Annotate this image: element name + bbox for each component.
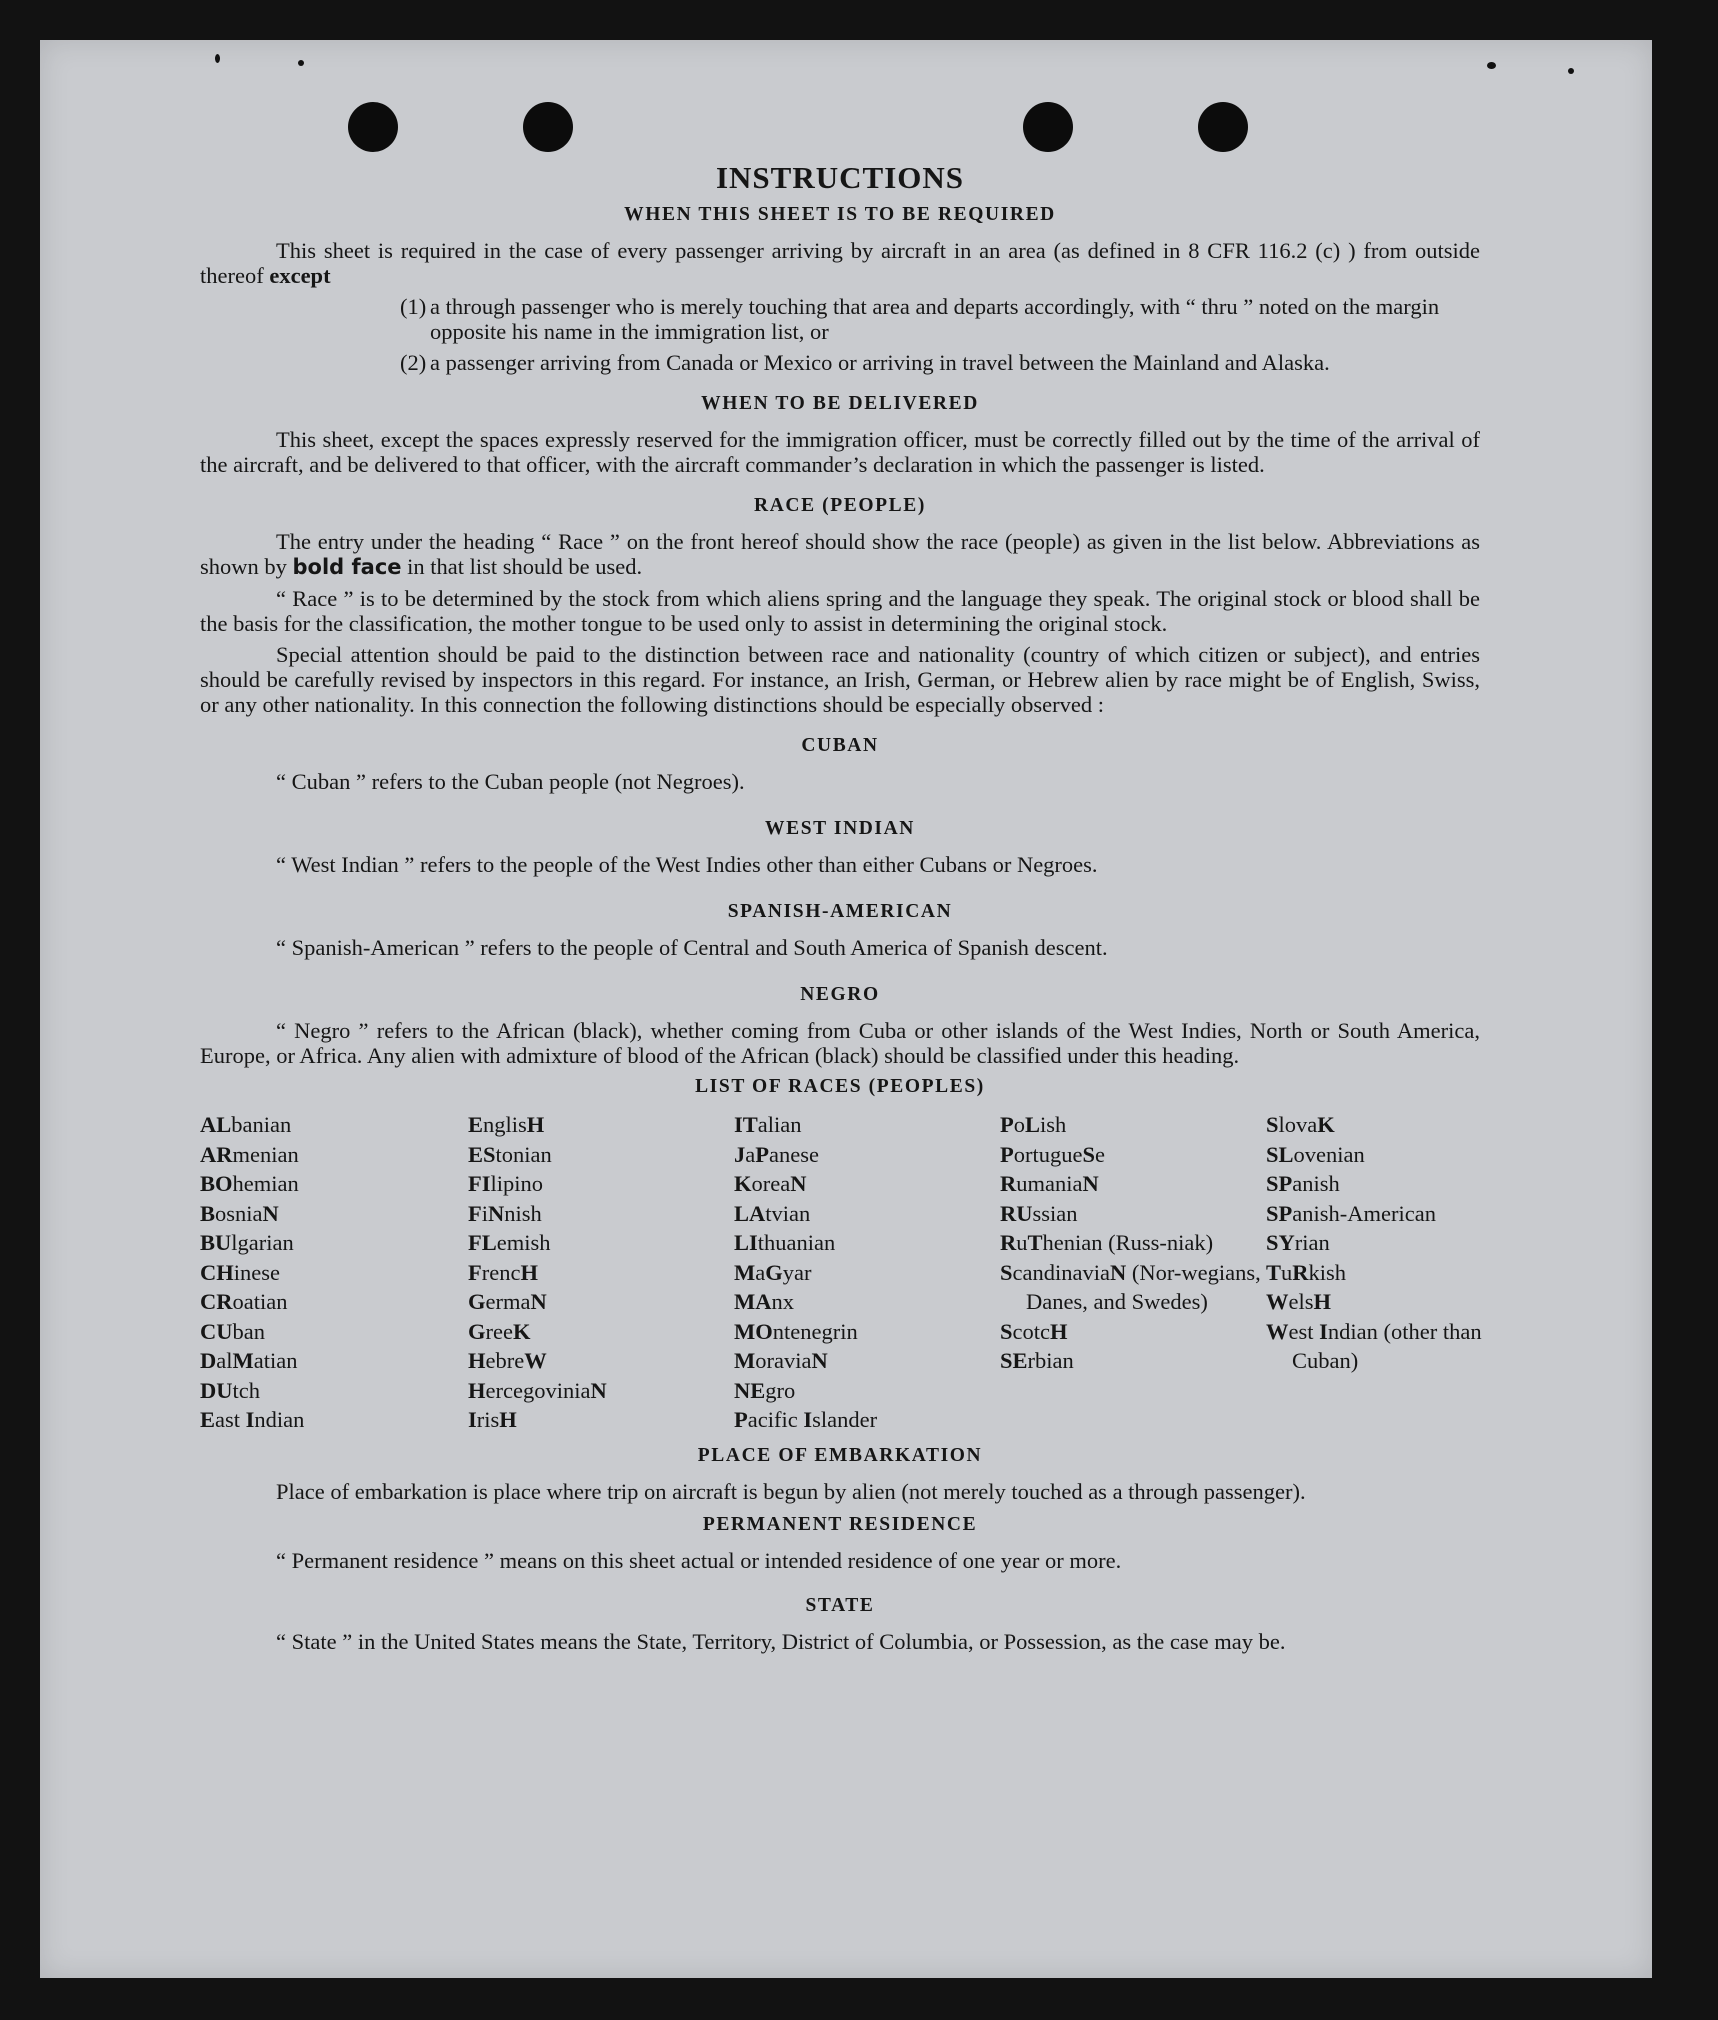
race-entry: CUban xyxy=(200,1318,265,1344)
heading-embarkation: PLACE OF EMBARKATION xyxy=(697,1444,983,1466)
when-required-intro: This sheet is required in the case of every passenger arriving by aircraft in an area (as defined in 8 CFR 116.2 (c) ) from outside thereof except xyxy=(200,238,1480,288)
race-entry: PoLish xyxy=(1000,1112,1067,1137)
race-entry: EStonian xyxy=(468,1141,552,1167)
race-entry: CRoatian xyxy=(200,1289,288,1314)
race-entry: West Indian (other than Cuban) xyxy=(1266,1318,1482,1373)
race-entry: MOntenegrin xyxy=(734,1318,858,1344)
cuban-text: “ Cuban ” refers to the Cuban people (not Negroes). xyxy=(276,769,745,794)
race-entry: ARmenian xyxy=(200,1141,299,1167)
heading-cuban: CUBAN xyxy=(801,735,879,756)
race-entry: ScandinaviaN (Nor-wegians, Danes, and Swedes) xyxy=(1000,1259,1261,1314)
race-entry: East Indian xyxy=(200,1407,305,1432)
race-entry: JaPanese xyxy=(734,1141,819,1167)
race-entry: Pacific Islander xyxy=(734,1407,878,1432)
punch-hole xyxy=(523,102,573,152)
race-entry: SLovenian xyxy=(1266,1141,1365,1167)
page-title: INSTRUCTIONS xyxy=(715,160,964,195)
exception-item: (2) a passenger arriving from Canada or Mexico or arriving in travel between the Mainland and Alaska. xyxy=(400,350,1330,375)
race-entry: MoraviaN xyxy=(734,1348,828,1373)
race-entry: RUssian xyxy=(1000,1200,1078,1226)
negro-text: “ Negro ” refers to the African (black), whether coming from Cuba or other islands of the West Indies, North or South America, Europe, or Africa. Any alien with admixture of blood of the African (black) should be classified under this heading. xyxy=(200,1018,1480,1068)
document-page xyxy=(40,40,1652,1978)
race-entry: GermaN xyxy=(468,1289,547,1314)
race-entry: SErbian xyxy=(1000,1348,1074,1373)
heading-state: STATE xyxy=(805,1594,875,1616)
races-list xyxy=(200,1110,1480,1435)
race-entry: SYrian xyxy=(1266,1230,1330,1255)
race-entry: FiNnish xyxy=(468,1200,542,1226)
race-column xyxy=(734,1110,1000,1435)
heading-spanish-american: SPANISH-AMERICAN xyxy=(727,901,953,922)
heading-negro: NEGRO xyxy=(800,984,880,1005)
west-indian-text: “ West Indian ” refers to the people of the West Indies other than either Cubans or Negroes. xyxy=(276,852,1098,877)
race-paragraph-3: Special attention should be paid to the distinction between race and nationality (country of which citizen or subject), and entries should be carefully revised by inspectors in this regard. For instance, an Irish, German, or Hebrew alien by race might be of English, Swiss, or any other nationality. In this connection the following distinctions should be especially observed : xyxy=(200,642,1480,717)
race-entry: MAnx xyxy=(734,1289,794,1314)
race-entry: FrencH xyxy=(468,1259,538,1285)
speck xyxy=(215,54,220,63)
heading-permanent-residence: PERMANENT RESIDENCE xyxy=(702,1513,978,1535)
permanent-residence-text: “ Permanent residence ” means on this sheet actual or intended residence of one year or more. xyxy=(276,1547,1122,1573)
heading-list-of-races: LIST OF RACES (PEOPLES) xyxy=(695,1076,985,1097)
race-column xyxy=(468,1110,734,1435)
when-delivered-text: This sheet, except the spaces expressly reserved for the immigration officer, must be correctly filled out by the time of the arrival of the aircraft, and be delivered to that officer, with the aircraft commander’s declaration in which the passenger is listed. xyxy=(200,427,1480,477)
race-entry: LAtvian xyxy=(734,1200,811,1226)
race-entry: EnglisH xyxy=(468,1112,545,1137)
race-entry: SPanish-American xyxy=(1266,1200,1436,1226)
race-entry: BOhemian xyxy=(200,1171,299,1196)
race-entry: SPanish xyxy=(1266,1171,1340,1196)
race-entry: SlovaK xyxy=(1266,1112,1335,1137)
race-column xyxy=(1000,1110,1266,1435)
exception-item: (1) a through passenger who is merely touching that area and departs accordingly, with “ thru ” noted on the margin opposite his name in the immigration list, or xyxy=(400,294,1440,344)
speck xyxy=(1568,68,1574,74)
race-entry: RuThenian (Russ-niak) xyxy=(1000,1230,1214,1255)
race-entry: BosniaN xyxy=(200,1200,279,1226)
heading-when-delivered: WHEN TO BE DELIVERED xyxy=(701,393,979,414)
speck xyxy=(298,60,304,66)
race-entry: FLemish xyxy=(468,1230,551,1255)
race-column xyxy=(200,1110,468,1435)
race-entry: RumaniaN xyxy=(1000,1171,1099,1196)
race-entry: FIlipino xyxy=(468,1171,544,1196)
race-entry: BUlgarian xyxy=(200,1230,294,1255)
punch-hole xyxy=(1023,102,1073,152)
race-entry: HercegoviniaN xyxy=(468,1377,607,1403)
race-entry: HebreW xyxy=(468,1348,547,1373)
heading-west-indian: WEST INDIAN xyxy=(765,818,915,839)
race-entry: GreeK xyxy=(468,1318,531,1344)
race-entry: NEgro xyxy=(734,1377,796,1403)
race-entry: ALbanian xyxy=(200,1112,292,1137)
race-entry: WelsH xyxy=(1266,1289,1332,1314)
race-entry: TuRkish xyxy=(1266,1259,1347,1285)
race-entry: DalMatian xyxy=(200,1348,298,1373)
race-column xyxy=(1266,1110,1516,1435)
instructions-content xyxy=(200,160,1480,1660)
race-entry: ScotcH xyxy=(1000,1318,1068,1344)
punch-hole xyxy=(348,102,398,152)
race-entry: IrisH xyxy=(468,1407,517,1432)
race-paragraph-2: “ Race ” is to be determined by the stock from which aliens spring and the language they speak. The original stock or blood shall be the basis for the classification, the mother tongue to be used only to assist in determining the original stock. xyxy=(200,586,1480,636)
heading-when-required: WHEN THIS SHEET IS TO BE REQUIRED xyxy=(624,204,1056,225)
race-entry: KoreaN xyxy=(734,1171,807,1196)
race-entry: CHinese xyxy=(200,1259,280,1285)
heading-race: RACE (PEOPLE) xyxy=(754,495,926,516)
spanish-american-text: “ Spanish-American ” refers to the people of Central and South America of Spanish descent. xyxy=(276,935,1108,960)
speck xyxy=(1487,62,1496,69)
race-entry: DUtch xyxy=(200,1377,260,1403)
punch-hole xyxy=(1198,102,1248,152)
state-text: “ State ” in the United States means the State, Territory, District of Columbia, or Possession, as the case may be. xyxy=(276,1628,1286,1654)
race-paragraph-1: The entry under the heading “ Race ” on the front hereof should show the race (people) as given in the list below. Abbreviations as shown by bold face in that list should be used. xyxy=(200,529,1480,579)
race-entry: ITalian xyxy=(734,1112,802,1137)
race-entry: LIthuanian xyxy=(734,1230,836,1255)
race-entry: MaGyar xyxy=(734,1259,812,1285)
race-entry: PortugueSe xyxy=(1000,1141,1105,1167)
embarkation-text: Place of embarkation is place where trip on aircraft is begun by alien (not merely touched as a through passenger). xyxy=(276,1478,1306,1504)
